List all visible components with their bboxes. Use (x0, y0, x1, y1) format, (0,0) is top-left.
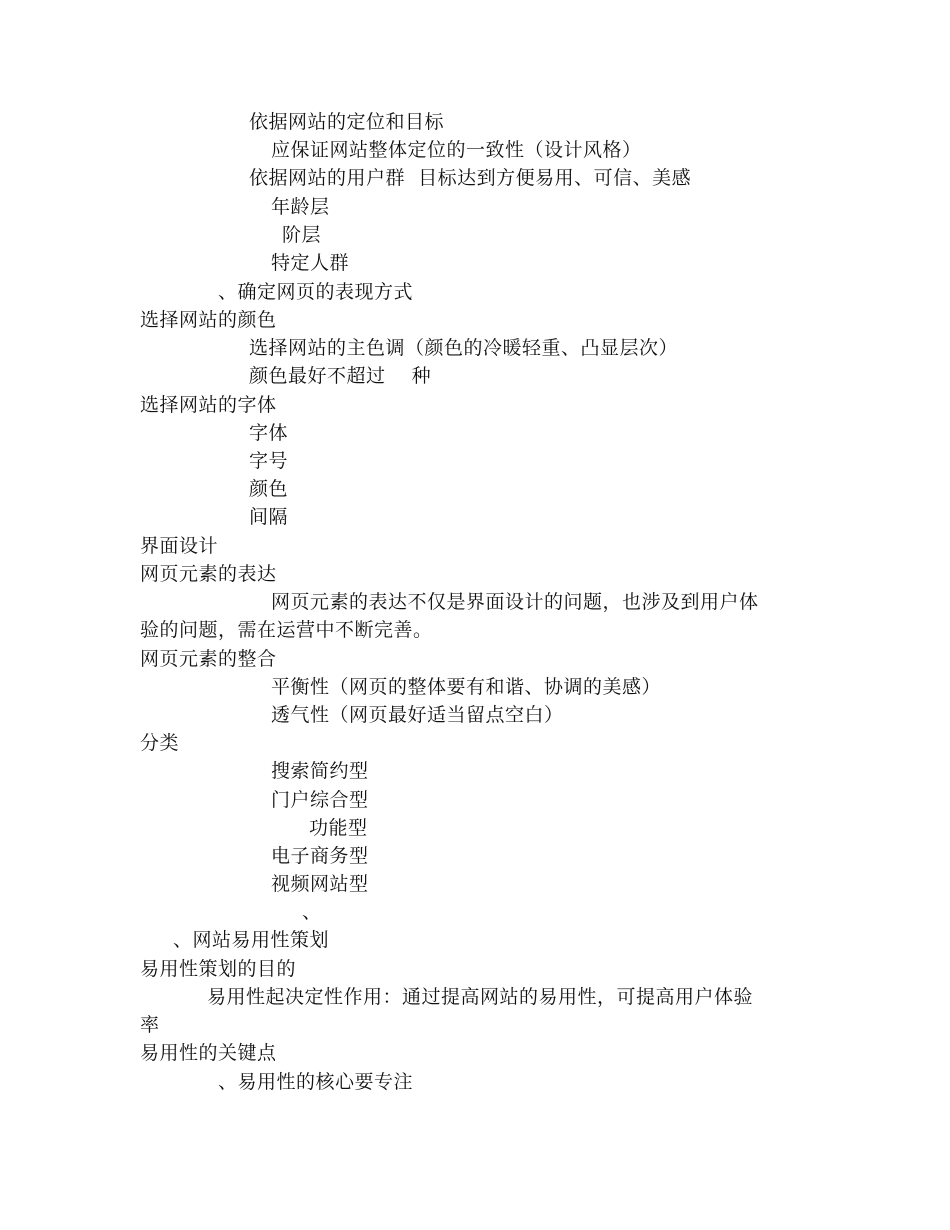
text-line: 阶层 (282, 224, 322, 246)
section-heading: 、确定网页的表现方式 (218, 281, 414, 303)
subheading: 易用性策划的目的 (140, 958, 297, 980)
text-line: 视频网站型 (271, 873, 369, 895)
text-line: 透气性（网页最好适当留点空白） (271, 704, 564, 726)
section-heading: 、网站易用性策划 (173, 929, 330, 951)
text-line: 功能型 (309, 817, 368, 839)
text-line: 搜索简约型 (271, 760, 369, 782)
text-line: 、 (302, 901, 322, 923)
text-line: 验的问题，需在运营中不断完善。 (140, 619, 433, 641)
text-line: 颜色最好不超过 种 (249, 365, 432, 387)
text-line: 选择网站的主色调（颜色的冷暖轻重、凸显层次） (249, 337, 679, 359)
text-line: 年龄层 (271, 196, 330, 218)
text-line: 间隔 (249, 506, 289, 528)
section-heading: 、易用性的核心要专注 (218, 1071, 414, 1093)
text-line: 网页元素的表达不仅是界面设计的问题，也涉及到用户体 (271, 591, 759, 613)
subheading: 网页元素的整合 (140, 648, 277, 670)
text-line: 易用性起决定性作用：通过提高网站的易用性，可提高用户体验 (207, 986, 754, 1008)
text-line: 颜色 (249, 478, 289, 500)
text-line: 字体 (249, 422, 289, 444)
text-line: 应保证网站整体定位的一致性（设计风格） (271, 139, 642, 161)
subheading: 网页元素的表达 (140, 563, 277, 585)
text-line: 门户综合型 (271, 789, 369, 811)
text-line: 依据网站的用户群 目标达到方便易用、可信、美感 (249, 167, 692, 189)
text-line: 字号 (249, 450, 289, 472)
subheading: 选择网站的颜色 (140, 309, 277, 331)
text-line: 特定人群 (271, 252, 350, 274)
text-line: 平衡性（网页的整体要有和谐、协调的美感） (271, 676, 662, 698)
text-line: 电子商务型 (271, 845, 369, 867)
subheading: 选择网站的字体 (140, 394, 277, 416)
text-line: 依据网站的定位和目标 (249, 111, 445, 133)
text-line: 率 (140, 1014, 160, 1036)
subheading: 分类 (140, 732, 180, 754)
subheading: 界面设计 (140, 535, 219, 557)
subheading: 易用性的关键点 (140, 1042, 277, 1064)
